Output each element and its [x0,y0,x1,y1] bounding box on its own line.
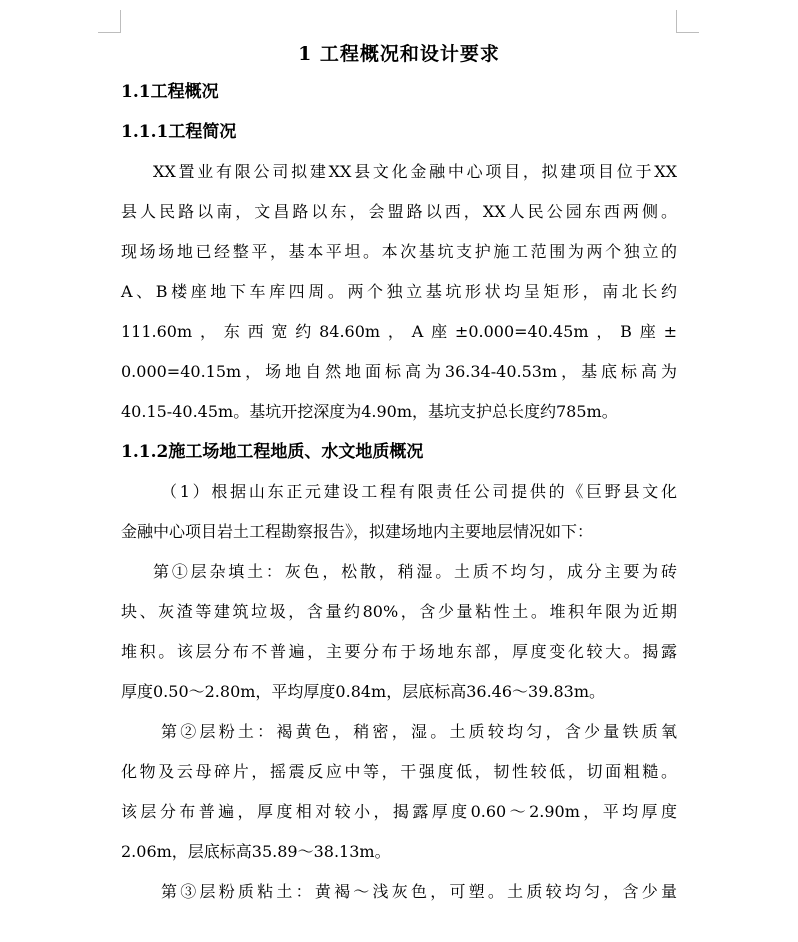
text-line: （1）根据山东正元建设工程有限责任公司提供的《巨野县文化 [161,482,677,501]
text-line: 县人民路以南，文昌路以东，会盟路以西，XX人民公园东西两侧。 [121,202,677,221]
chapter-title: 1 工程概况和设计要求 [298,43,500,65]
text-line: 第①层杂填土：灰色，松散，稍湿。土质不均匀，成分主要为砖 [153,562,677,581]
text-line: 该层分布普遍，厚度相对较小，揭露厚度0.60～2.90m，平均厚度 [121,802,677,821]
paragraph-survey-report [121,472,677,552]
paragraph-layer-1 [121,552,677,712]
paragraph-layer-3 [121,872,677,912]
text-line: 2.06m，层底标高35.89～38.13m。 [121,842,391,861]
section-heading-1-1-1: 1.1.1工程简况 [121,122,237,142]
page-corner-mark-left [98,10,121,33]
text-line: 0.000=40.15m，场地自然地面标高为36.34-40.53m，基底标高为 [121,362,677,381]
text-line: 金融中心项目岩土工程勘察报告》，拟建场地内主要地层情况如下： [121,522,594,541]
text-line: 现场场地已经整平，基本平坦。本次基坑支护施工范围为两个独立的 [121,242,677,261]
text-line: 40.15-40.45m。基坑开挖深度为4.90m，基坑支护总长度约785m。 [121,402,618,421]
document-body[interactable] [121,36,677,912]
paragraph-layer-2 [121,712,677,872]
text-line: 第③层粉质粘土：黄褐～浅灰色，可塑。土质较均匀，含少量 [161,882,677,901]
text-line: 厚度0.50～2.80m，平均厚度0.84m，层底标高36.46～39.83m。 [121,682,606,701]
text-line: 第②层粉土：褐黄色，稍密，湿。土质较均匀，含少量铁质氧 [161,722,677,741]
text-line: 化物及云母碎片，摇震反应中等，干强度低，韧性较低，切面粗糙。 [121,762,677,781]
text-line: XX置业有限公司拟建XX县文化金融中心项目，拟建项目位于XX [153,162,677,181]
paragraph-project-overview [121,152,677,432]
section-heading-1-1: 1.1工程概况 [121,82,219,102]
text-line: 111.60m，东西宽约84.60m，A座±0.000=40.45m，B座± [121,322,677,341]
page-corner-mark-right [676,10,699,33]
text-line: 块、灰渣等建筑垃圾，含量约80%，含少量粘性土。堆积年限为近期 [121,602,677,621]
text-line: 堆积。该层分布不普遍，主要分布于场地东部，厚度变化较大。揭露 [121,642,677,661]
text-line: A、B楼座地下车库四周。两个独立基坑形状均呈矩形，南北长约 [121,282,677,301]
section-heading-1-1-2: 1.1.2施工场地工程地质、水文地质概况 [121,442,424,462]
